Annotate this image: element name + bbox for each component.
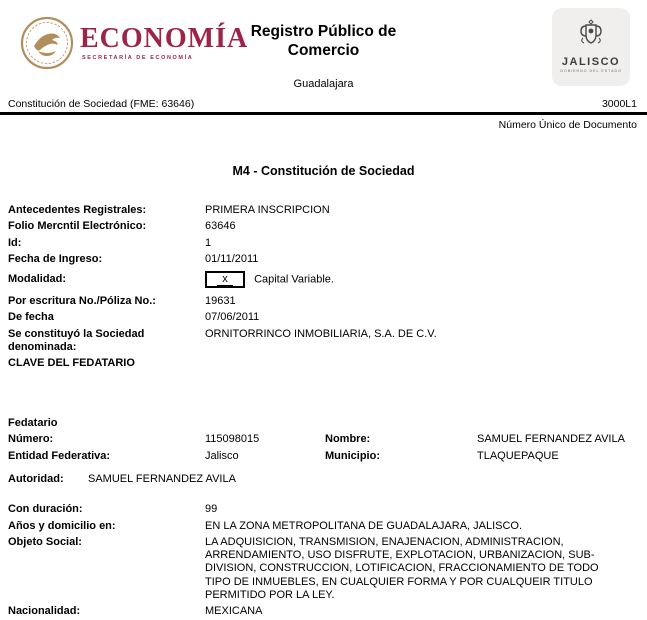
field-label: Objeto Social: bbox=[8, 535, 82, 548]
field-value: MEXICANA bbox=[205, 605, 263, 618]
field-value: 63646 bbox=[205, 220, 236, 233]
field-label: Autoridad: bbox=[8, 472, 64, 485]
field-value: SAMUEL FERNANDEZ AVILA bbox=[477, 433, 625, 446]
field-label: Número: bbox=[8, 433, 54, 446]
jalisco-subtitle: GOBIERNO DEL ESTADO bbox=[560, 69, 622, 73]
field-label: Folio Mercntil Electrónico: bbox=[8, 220, 147, 233]
field-label: Municipio: bbox=[325, 449, 380, 462]
jalisco-crest-icon bbox=[576, 18, 606, 50]
field-row-autoridad bbox=[8, 473, 631, 486]
field-row-domicilio bbox=[8, 520, 631, 533]
field-label: Nacionalidad: bbox=[8, 605, 81, 618]
field-row-folio bbox=[8, 220, 631, 233]
field-row-modalidad bbox=[8, 269, 631, 289]
field-value: Jalisco bbox=[205, 449, 239, 462]
economia-subtitle: SECRETARÍA DE ECONOMÍA bbox=[82, 55, 194, 61]
field-row-nacionalidad bbox=[8, 605, 631, 618]
modalidad-value bbox=[205, 271, 631, 288]
field-row-fecha-ingreso bbox=[8, 253, 631, 266]
field-value: LA ADQUISICION, TRANSMISION, ENAJENACION, ADMINISTRACION, ARRENDAMIENTO, USO DISFRUTE, EXPLOTACION, URBANIZACION, SUB-DIVISION, CONSTRUCCION, LOTIFICACION, FRACCIONAMIENTO DE TODO TIPO DE INMUEBLES, EN CUALQUIER FORMA Y POR CUALQUEIR TITULO PERMITIDO POR LA LEY. bbox=[205, 535, 602, 602]
field-label: Antecedentes Registrales: bbox=[8, 204, 147, 216]
field-row-duracion bbox=[8, 503, 631, 516]
document-number-caption: Número Único de Documento bbox=[498, 119, 637, 131]
field-value: 07/06/2011 bbox=[205, 311, 260, 324]
jalisco-title: JALISCO bbox=[561, 56, 621, 68]
field-label: Id: bbox=[8, 236, 22, 249]
field-value: 115098015 bbox=[205, 433, 260, 446]
checkbox-label: Capital Variable. bbox=[254, 273, 334, 286]
form-title: M4 - Constitución de Sociedad bbox=[232, 164, 415, 178]
form-body bbox=[0, 204, 647, 619]
field-value: ORNITORRINCO INMOBILIARIA, S.A. DE C.V. bbox=[205, 327, 437, 340]
field-label: Modalidad: bbox=[8, 273, 67, 286]
field-value: 99 bbox=[205, 503, 218, 516]
fedatario-section-label: Fedatario bbox=[8, 417, 58, 430]
field-value: TLAQUEPAQUE bbox=[477, 449, 559, 462]
jalisco-logo bbox=[552, 8, 630, 86]
field-row-sociedad-denominada bbox=[8, 328, 631, 355]
document-number: 3000L1 bbox=[601, 98, 637, 110]
field-row-escritura bbox=[8, 295, 631, 308]
field-row-antecedentes bbox=[8, 204, 631, 217]
page-title bbox=[0, 22, 647, 60]
field-label: Años y domicilio en: bbox=[8, 519, 116, 532]
field-row-objeto-social bbox=[8, 536, 631, 602]
field-value: 1 bbox=[205, 236, 212, 249]
document-header bbox=[0, 0, 647, 96]
page-title-line1: Registro Público de bbox=[250, 23, 397, 40]
field-value: SAMUEL FERNANDEZ AVILA bbox=[88, 472, 236, 485]
field-value: EN LA ZONA METROPOLITANA DE GUADALAJARA, JALISCO. bbox=[205, 519, 523, 532]
field-label: Con duración: bbox=[8, 503, 83, 516]
header-center bbox=[0, 22, 647, 90]
company-details-section bbox=[8, 503, 631, 618]
field-label: Nombre: bbox=[325, 433, 371, 446]
fedatario-section bbox=[8, 417, 631, 486]
capital-variable-checkbox bbox=[205, 271, 245, 288]
field-label: Por escritura No./Póliza No.: bbox=[8, 295, 156, 308]
field-label: Fecha de Ingreso: bbox=[8, 252, 103, 265]
field-value: PRIMERA INSCRIPCION bbox=[205, 204, 330, 216]
field-label: Entidad Federativa: bbox=[8, 449, 111, 462]
field-value: 01/11/2011 bbox=[205, 252, 259, 265]
fedatario-row-numero-nombre bbox=[8, 433, 631, 446]
field-row-id bbox=[8, 237, 631, 250]
field-label: Se constituyó la Sociedad denominada: bbox=[8, 327, 145, 354]
page-title-line2: Comercio bbox=[287, 42, 360, 59]
office-city: Guadalajara bbox=[293, 78, 354, 90]
fedatario-row-entidad-municipio bbox=[8, 450, 631, 463]
field-label: De fecha bbox=[8, 311, 54, 324]
field-value: 19631 bbox=[205, 295, 236, 308]
field-row-de-fecha bbox=[8, 311, 631, 324]
economia-title: ECONOMÍA bbox=[80, 23, 249, 54]
document-bar bbox=[0, 98, 647, 115]
document-type-fme: Constitución de Sociedad (FME: 63646) bbox=[8, 98, 195, 110]
checkbox-mark: x bbox=[217, 273, 233, 286]
clave-fedatario-label: CLAVE DEL FEDATARIO bbox=[8, 357, 135, 370]
